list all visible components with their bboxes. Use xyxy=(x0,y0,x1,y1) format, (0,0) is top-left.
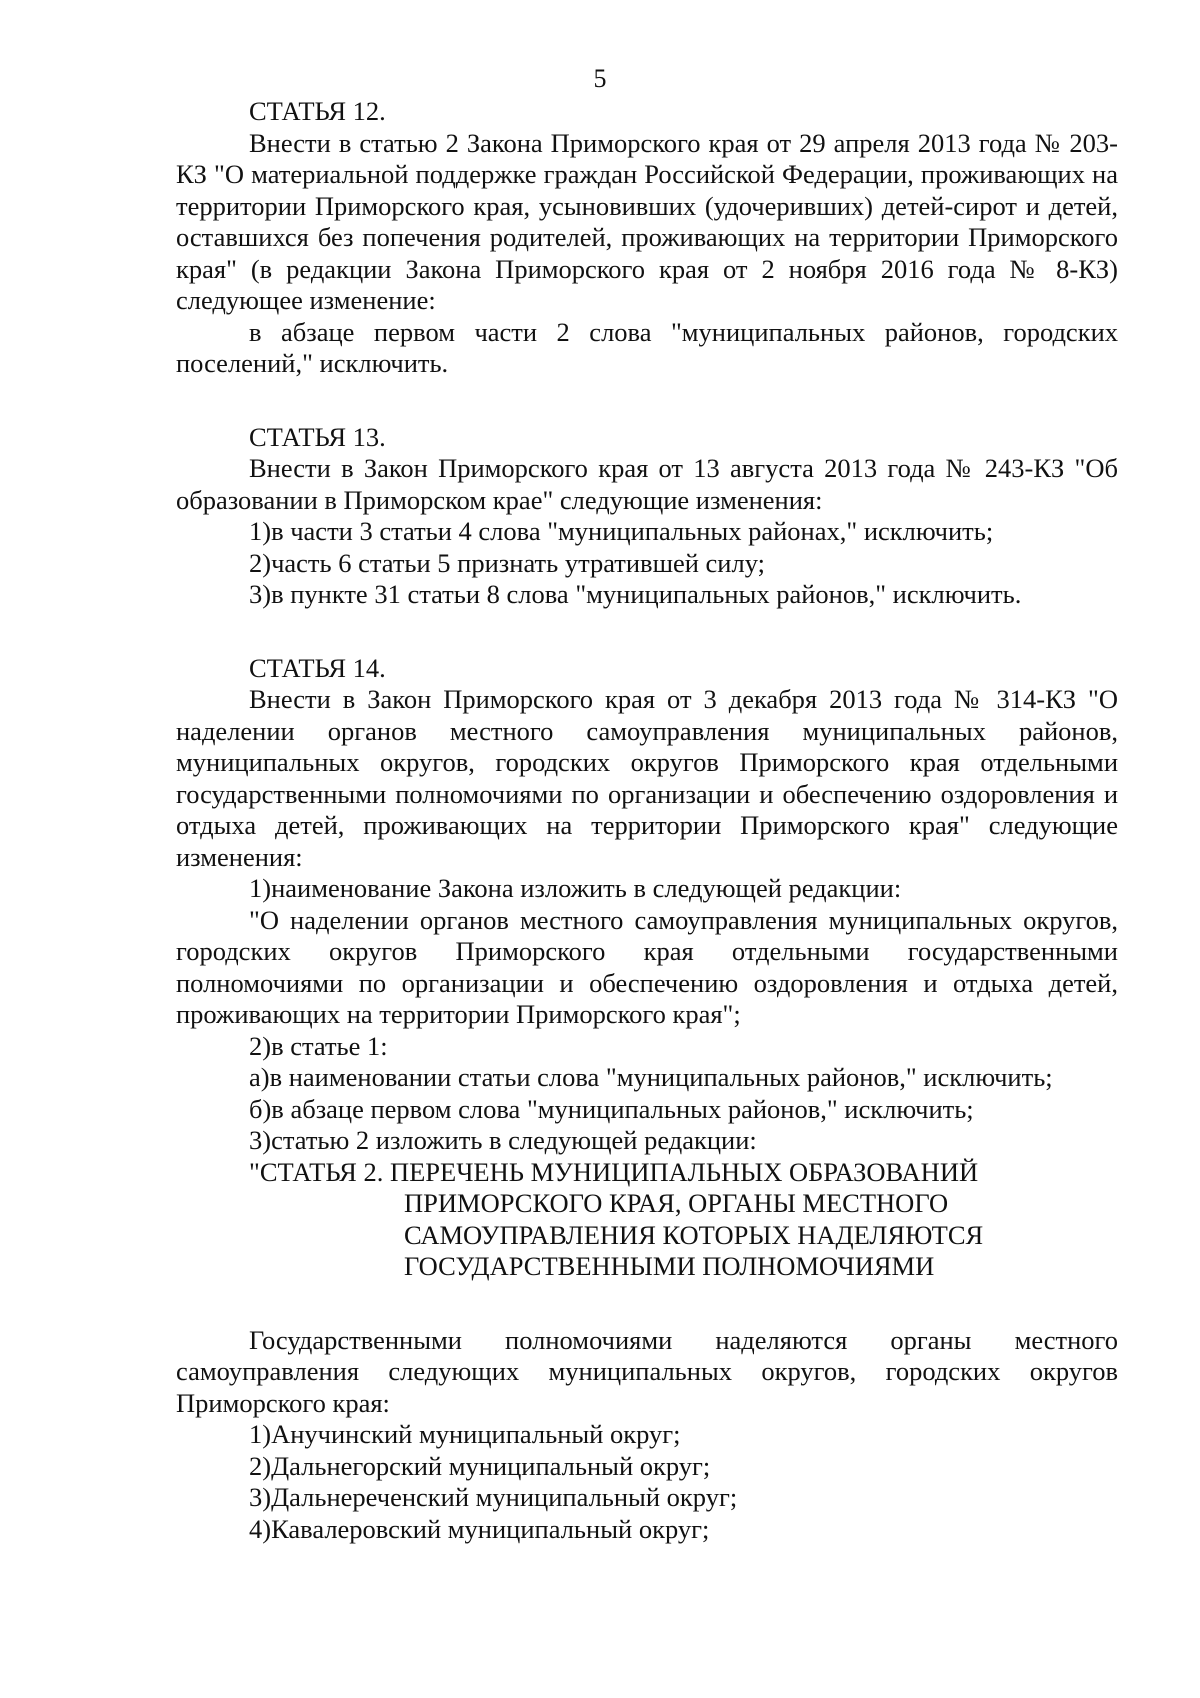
page-number: 5 xyxy=(593,64,607,93)
new-article-heading-line: САМОУПРАВЛЕНИЯ КОТОРЫХ НАДЕЛЯЮТСЯ xyxy=(404,1219,984,1250)
municipality-list-item: 4)Кавалеровский муниципальный округ; xyxy=(249,1513,710,1544)
document-body xyxy=(176,96,1118,1545)
article-14-item-1: 1)наименование Закона изложить в следующей редакции: xyxy=(249,873,902,903)
municipality-list-item: 2)Дальнегорский муниципальный округ; xyxy=(249,1450,711,1481)
spacer xyxy=(176,611,1118,653)
new-article-heading-line: "СТАТЬЯ 2. ПЕРЕЧЕНЬ МУНИЦИПАЛЬНЫХ ОБРАЗОВАНИЙ xyxy=(249,1156,979,1187)
article-13-paragraph: Внести в Закон Приморского края от 13 августа 2013 года № 243-КЗ "Об образовании в Приморском крае" следующие изменения: xyxy=(176,453,1118,515)
new-article-text: Государственными полномочиями наделяются органы местного самоуправления следующих муниципальных округов, городских округов Приморского края: xyxy=(176,1324,1118,1418)
article-12-title: СТАТЬЯ 12. xyxy=(249,96,386,126)
article-14-item-3: 3)статью 2 изложить в следующей редакции: xyxy=(249,1125,757,1155)
new-article-heading-line: ПРИМОРСКОГО КРАЯ, ОРГАНЫ МЕСТНОГО xyxy=(404,1188,949,1218)
article-14-quoted-title: "О наделении органов местного самоуправления муниципальных округов, городских округов Приморского края отдельными государственными полномочиями по организации и обеспечению оздоровления и отдыха детей, проживающих на территории Приморского края"; xyxy=(176,904,1118,1029)
article-14-title: СТАТЬЯ 14. xyxy=(249,652,386,683)
municipality-list-item: 1)Анучинский муниципальный округ; xyxy=(249,1419,681,1449)
article-13-item: 1)в части 3 статьи 4 слова "муниципальных районах," исключить; xyxy=(249,516,994,546)
article-14-item-2b: б)в абзаце первом слова "муниципальных районов," исключить; xyxy=(249,1093,974,1124)
article-12-paragraph: Внести в статью 2 Закона Приморского края от 29 апреля 2013 года № 203-КЗ "О материальной поддержке граждан Российской Федерации, проживающих на территории Приморского края, усыновивших (удочеривших) детей-сирот и детей, оставшихся без попечения родителей, проживающих на территории Приморского края" (в редакции Закона Приморского края от 2 ноября 2016 года № 8-КЗ) следующее изменение: xyxy=(176,127,1118,315)
article-13-item: 2)часть 6 статьи 5 признать утратившей силу; xyxy=(249,547,765,578)
spacer xyxy=(176,1283,1118,1325)
article-14-intro: Внести в Закон Приморского края от 3 декабря 2013 года № 314-КЗ "О наделении органов местного самоуправления муниципальных районов, муниципальных округов, городских округов Приморского края отдельными государственными полномочиями по организации и обеспечению оздоровления и отдыха детей, проживающих на территории Приморского края" следующие изменения: xyxy=(176,684,1118,872)
article-13-item: 3)в пункте 31 статьи 8 слова "муниципальных районов," исключить. xyxy=(249,579,1022,609)
spacer xyxy=(176,380,1118,422)
article-13-title: СТАТЬЯ 13. xyxy=(249,421,386,452)
article-14-item-2a: а)в наименовании статьи слова "муниципальных районов," исключить; xyxy=(249,1062,1053,1092)
municipality-list-item: 3)Дальнереченский муниципальный округ; xyxy=(249,1482,738,1512)
article-14-item-2: 2)в статье 1: xyxy=(249,1030,388,1061)
new-article-heading-line: ГОСУДАРСТВЕННЫМИ ПОЛНОМОЧИЯМИ xyxy=(404,1251,935,1281)
article-12-paragraph: в абзаце первом части 2 слова "муниципальных районов, городских поселений," исключить. xyxy=(176,316,1118,378)
new-article-heading xyxy=(176,1157,1118,1283)
